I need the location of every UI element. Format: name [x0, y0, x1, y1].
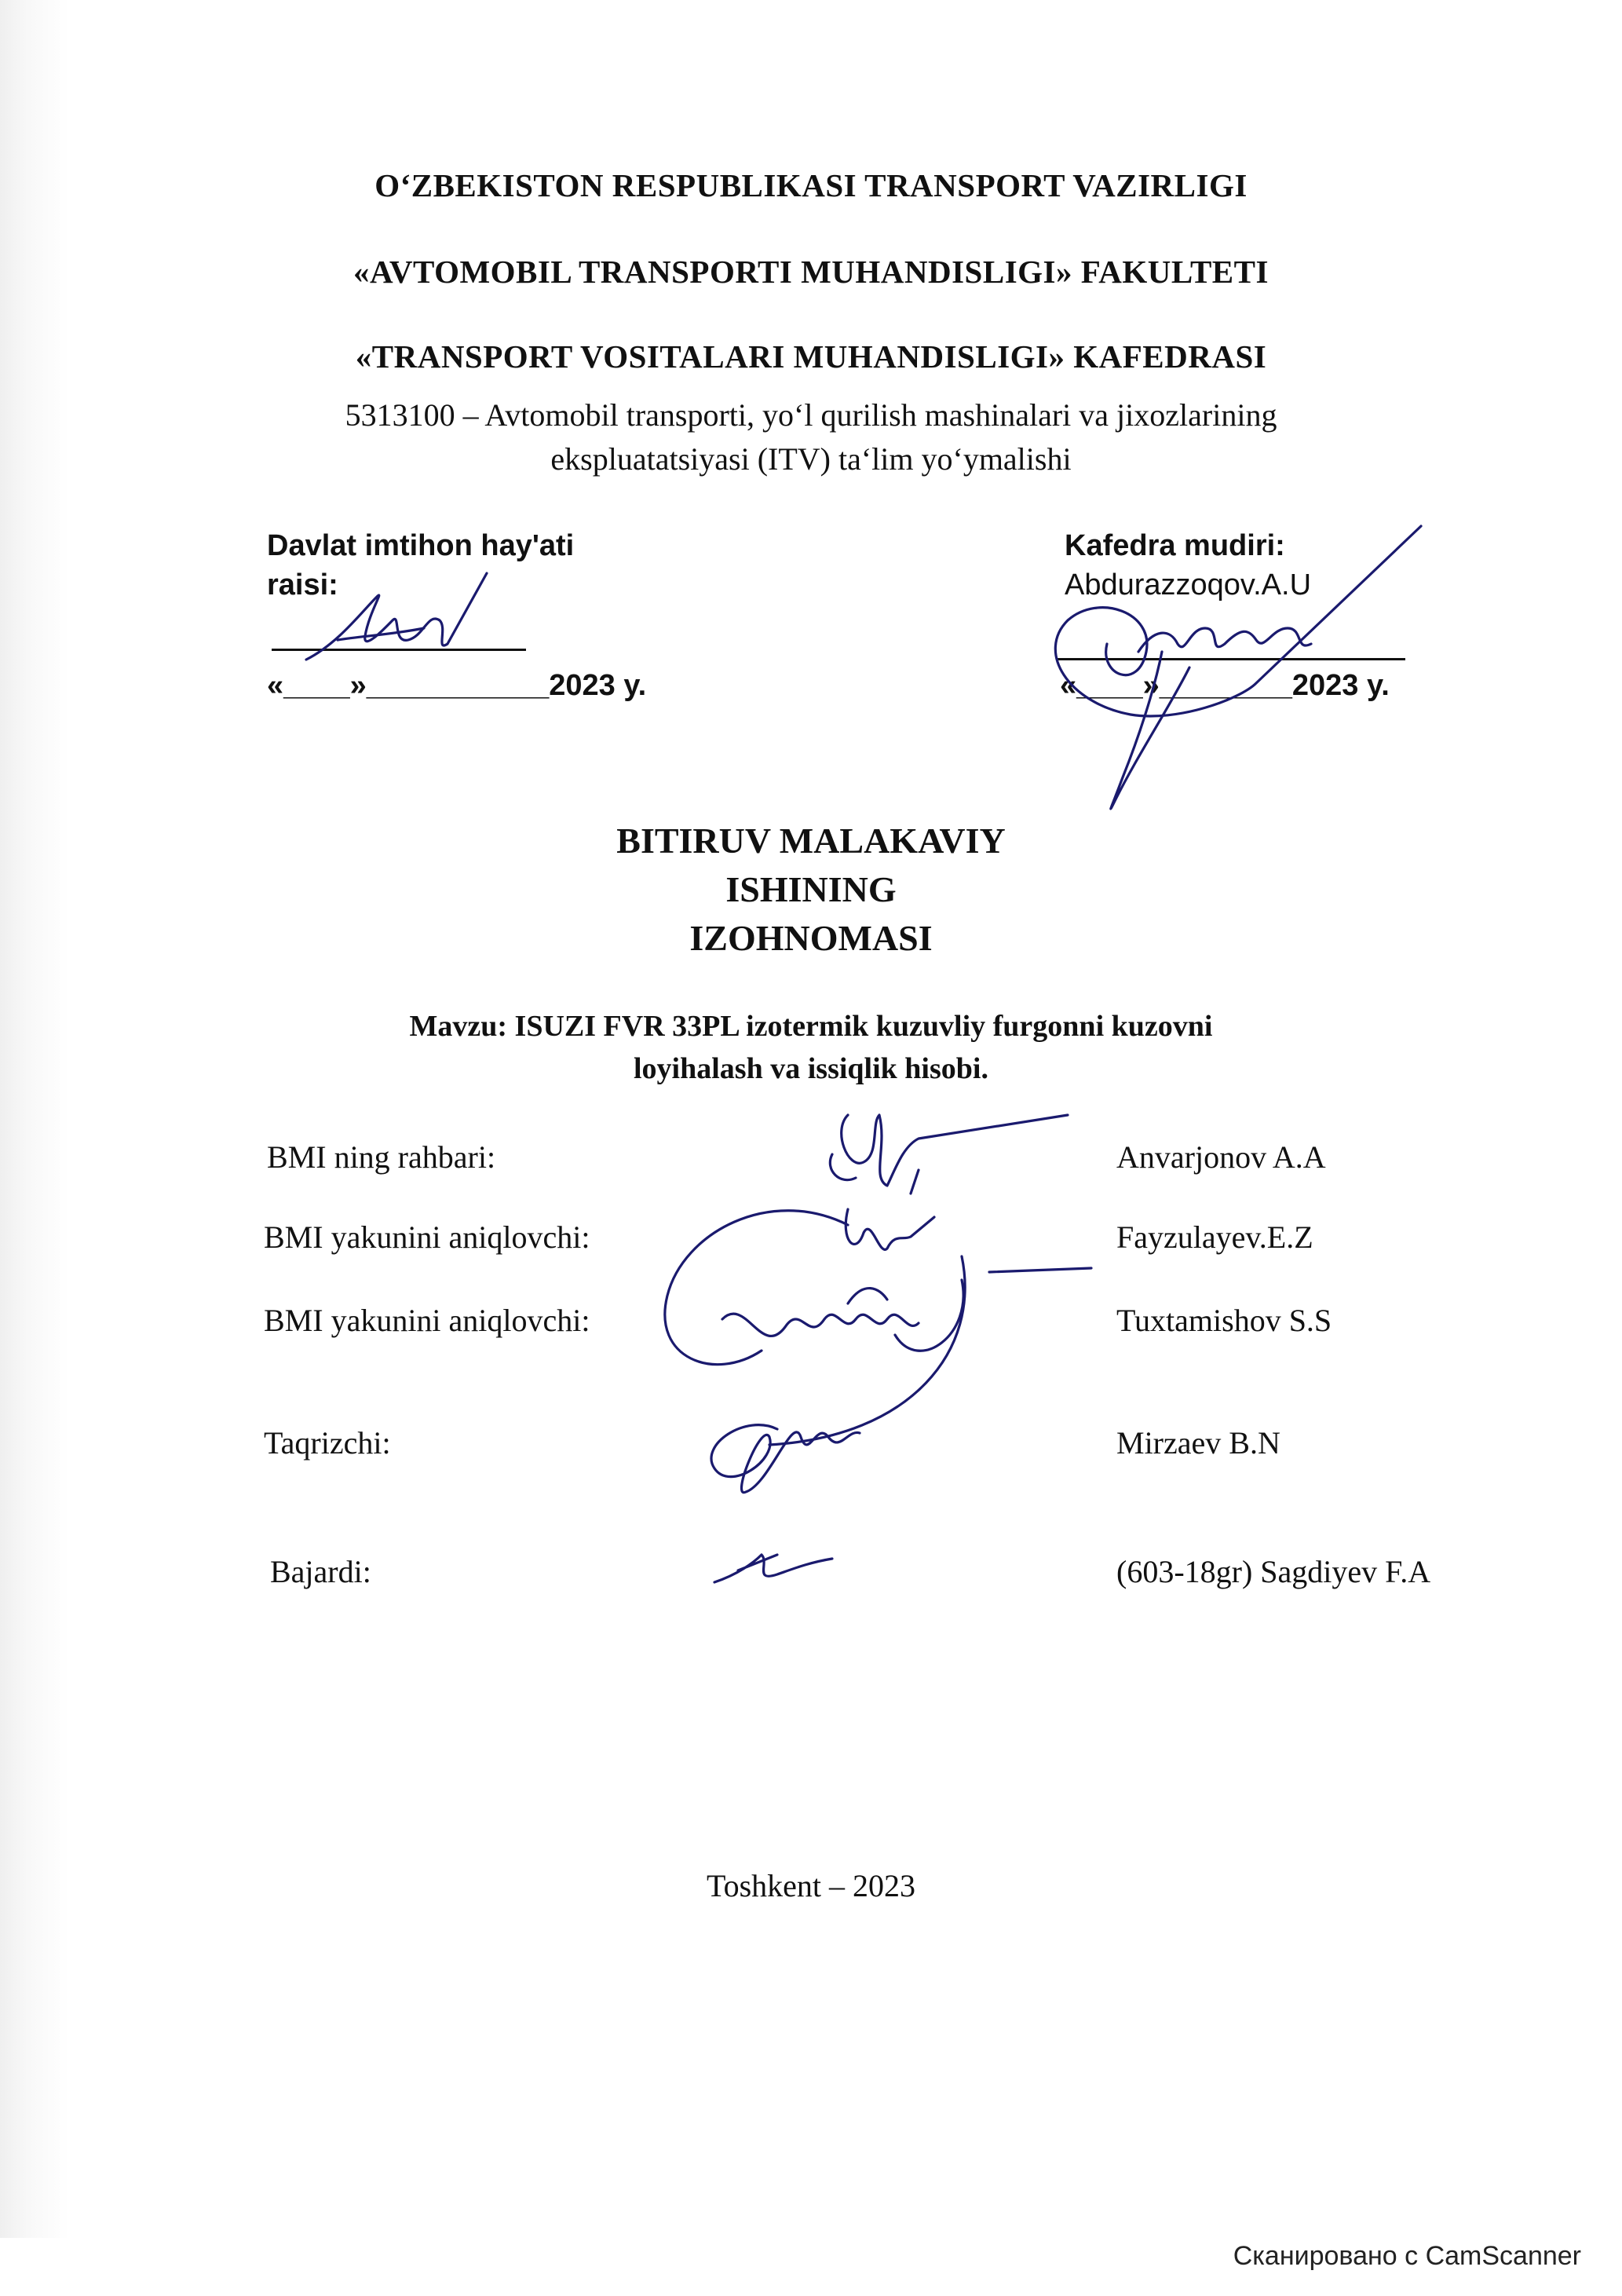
approval-right-title: Kafedra mudiri: [1065, 529, 1285, 562]
signatory-role: Taqrizchi: [264, 1425, 391, 1461]
signatory-name: Anvarjonov A.A [1116, 1139, 1326, 1175]
department-heading: «TRANSPORT VOSITALARI MUHANDISLIGI» KAFEDRASI [355, 338, 1267, 375]
topic-line-1: Mavzu: ISUZI FVR 33PL izotermik kuzuvliy furgonni kuzovni [409, 1010, 1213, 1043]
chairman-signature [290, 565, 510, 683]
approval-left-title: Davlat imtihon hay'ati [267, 529, 575, 562]
student-signature [707, 1539, 848, 1594]
title-line-1: BITIRUV MALAKAVIY [616, 821, 1006, 861]
title-line-3: IZOHNOMASI [689, 918, 933, 958]
signatory-role: BMI yakunini aniqlovchi: [264, 1303, 590, 1338]
signatory-name: Tuxtamishov S.S [1116, 1303, 1332, 1338]
approval-right-date: «____»________2023 y. [1060, 669, 1390, 702]
program-line-1: 5313100 – Avtomobil transporti, yo‘l qurilish mashinalari va jixozlarining [345, 397, 1277, 433]
approval-left-date: «____»___________2023 y. [267, 669, 647, 702]
signatories-signatures [652, 1099, 1091, 1539]
title-line-2: ISHINING [725, 869, 897, 909]
faculty-heading: «AVTOMOBIL TRANSPORTI MUHANDISLIGI» FAKULTETI [353, 254, 1269, 290]
head-of-department-signature [1021, 518, 1429, 817]
document-title [0, 817, 1622, 963]
camscanner-watermark: Сканировано с CamScanner [1233, 2241, 1581, 2271]
signatory-role: BMI ning rahbari: [267, 1139, 496, 1175]
signatory-role: BMI yakunini aniqlovchi: [264, 1219, 590, 1255]
topic-line-2: loyihalash va issiqlik hisobi. [634, 1052, 988, 1085]
city-year: Toshkent – 2023 [706, 1868, 916, 1903]
signatory-name: Mirzaev B.N [1116, 1425, 1280, 1461]
signatory-name: Fayzulayev.E.Z [1116, 1219, 1313, 1255]
topic [0, 1005, 1622, 1090]
approval-left-role: raisi: [267, 569, 338, 601]
program-line-2: ekspluatatsiyasi (ITV) ta‘lim yo‘ymalishi [550, 441, 1072, 477]
signatory-name: (603-18gr) Sagdiyev F.A [1116, 1554, 1431, 1589]
signatory-role: Bajardi: [270, 1554, 371, 1589]
ministry-heading: O‘ZBEKISTON RESPUBLIKASI TRANSPORT VAZIRLIGI [374, 167, 1248, 203]
approval-right-name: Abdurazzoqov.A.U [1065, 569, 1312, 601]
